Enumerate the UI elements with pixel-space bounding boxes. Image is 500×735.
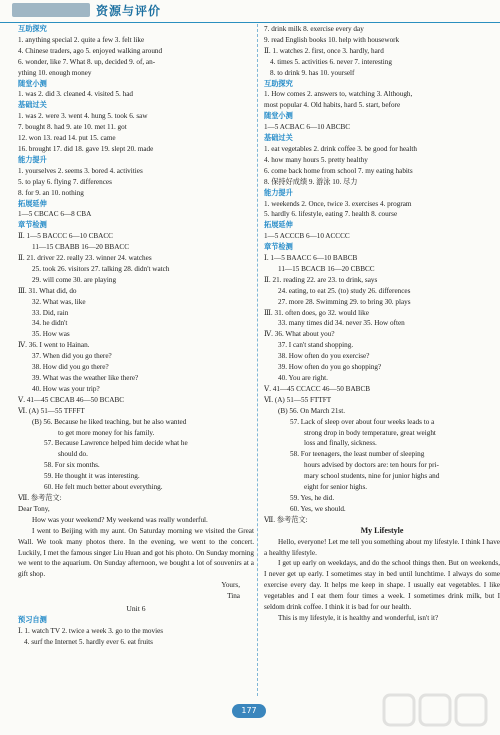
- answer-line: hours advised by doctors are: ten hours for pri-: [304, 461, 439, 470]
- answer-line: Ⅵ. (A) 51—55 TFFFT: [18, 406, 85, 415]
- answer-line: 39. How often do you go shopping?: [278, 363, 382, 372]
- answer-line: 33. many times did 34. never 35. How often: [278, 319, 405, 328]
- answer-line: 1. was 2. were 3. went 4. hung 5. took 6. saw: [18, 112, 148, 121]
- answer-line: 4. Chinese traders, ago 5. enjoyed walking around: [18, 46, 163, 55]
- answer-line: 1—5 ACCCB 6—10 ACCCC: [264, 232, 350, 241]
- answer-line: Ⅱ. 1. watches 2. first, once 3. hardly, hard: [264, 46, 384, 55]
- answer-line: 35. How was: [32, 330, 70, 339]
- answer-line: Ⅳ. 36. What about you?: [264, 330, 335, 339]
- answer-line: 32. What was, like: [32, 297, 86, 306]
- page-number: 177: [232, 704, 266, 718]
- section-heading: 能力提升: [18, 154, 47, 164]
- answer-line: 7. bought 8. had 9. ate 10. met 11. got: [18, 123, 127, 132]
- answer-line: Ⅱ. 21. reading 22. are 23. to drink, says: [264, 275, 378, 284]
- right-column: [264, 24, 500, 624]
- answer-line: 33. Did, rain: [32, 308, 69, 317]
- unit-title: Unit 6: [126, 604, 146, 614]
- answer-line: Ⅱ. 21. driver 22. really 23. winner 24. watches: [18, 254, 152, 263]
- answer-line: most popular 4. Old habits, hard 5. start, before: [264, 101, 401, 110]
- answer-line: 16. brought 17. did 18. gave 19. slept 20. made: [18, 144, 154, 153]
- answer-line: Ⅴ. 41—45 CBCAB 46—50 BCABC: [18, 395, 125, 404]
- answer-line: (B) 56. On March 21st.: [278, 406, 346, 415]
- answer-line: 1—5 CBCAC 6—8 CBA: [18, 210, 92, 219]
- answer-line: 4. surf the Internet 5. hardly ever 6. eat fruits: [24, 637, 153, 646]
- answer-line: 1. eat vegetables 2. drink coffee 3. be good for health: [264, 144, 417, 153]
- section-heading: 互助探究: [18, 24, 47, 33]
- answer-line: 27. more 28. Swimming 29. to bring 30. plays: [278, 297, 411, 306]
- answer-line: 1. weekends 2. Once, twice 3. exercises 4. program: [264, 199, 412, 208]
- answer-line: Ⅶ. 参考范文:: [264, 515, 308, 524]
- answer-line: 6. come back home from school 7. my eating habits: [264, 166, 413, 175]
- paragraph: This is my lifestyle, it is healthy and wonderful, isn't it?: [278, 613, 439, 622]
- answer-line: 1—5 ACBAC 6—10 ABCBC: [264, 123, 351, 132]
- answer-line: should do.: [58, 450, 88, 459]
- answer-line: Ⅰ. 1—5 BAACC 6—10 BABCB: [264, 254, 358, 263]
- section-heading: 随堂小测: [264, 111, 293, 121]
- answer-line: to get more money for his family.: [58, 428, 155, 437]
- answer-line: 1. yourselves 2. seems 3. bored 4. activities: [18, 166, 143, 175]
- answer-line: 4. times 5. activities 6. never 7. interesting: [270, 57, 392, 66]
- answer-line: Dear Tony,: [18, 504, 50, 513]
- answer-line: 1. anything special 2. quite a few 3. felt like: [18, 35, 145, 44]
- answer-line: 60. Yes, we should.: [290, 504, 346, 513]
- paragraph: I get up early on weekdays, and do the school things then. But on weekends, I never get up early. I sometimes stay in bed until lunchtime. I always do some exercise every day. It helps me keep in shape. I usually eat vegetables. I like vegetables and I eat them four times a week. I sometimes drink milk, but I seldom drink coffee. I think it is bad for our health.: [264, 559, 500, 612]
- answer-line: Yours,: [221, 581, 240, 590]
- answer-line: 1. How comes 2. answers to, watching 3. Although,: [264, 90, 413, 99]
- answer-line: 57. Lack of sleep over about four weeks leads to a: [290, 417, 435, 426]
- section-heading: 随堂小测: [18, 78, 47, 88]
- section-heading: 章节检测: [264, 242, 293, 252]
- answer-line: 6. wonder, like 7. What 8. up, decided 9. of, an-: [18, 57, 156, 66]
- answer-line: Ⅴ. 41—45 CCACC 46—50 BABCB: [264, 384, 371, 393]
- answer-line: 59. Yes, he did.: [290, 493, 335, 502]
- section-heading: 基础过关: [18, 100, 47, 110]
- answer-line: 1. was 2. did 3. cleaned 4. visited 5. had: [18, 90, 133, 99]
- answer-line: 59. He thought it was interesting.: [44, 472, 140, 481]
- answer-line: (B) 56. Because he liked teaching, but he also wanted: [32, 417, 187, 426]
- section-heading: 拓展延伸: [18, 198, 47, 208]
- paragraph: Hello, everyone! Let me tell you something about my lifestyle. I think I have a healthy lifestyle.: [264, 537, 500, 557]
- answer-line: 7. drink milk 8. exercise every day: [264, 25, 364, 33]
- answer-line: Ⅲ. 31. What did, do: [18, 286, 77, 295]
- answer-line: Ⅶ. 参考范文:: [18, 493, 62, 502]
- answer-line: 58. For teenagers, the least number of sleeping: [290, 450, 425, 459]
- essay-title: My Lifestyle: [360, 525, 404, 535]
- answer-line: eight for senior highs.: [304, 483, 368, 492]
- section-heading: 拓展延伸: [264, 220, 293, 230]
- answer-line: 9. read English books 10. help with housework: [264, 35, 400, 44]
- answer-line: 8. 保持好成绩 9. 游泳 10. 尽力: [264, 177, 358, 186]
- section-heading: 基础过关: [264, 133, 293, 143]
- answer-line: mary school students, nine for junior highs and: [304, 472, 440, 481]
- answer-line: 8. for 9. an 10. nothing: [18, 188, 84, 197]
- answer-line: Ⅵ. (A) 51—55 FTTFT: [264, 395, 332, 404]
- answer-line: 5. to play 6. flying 7. differences: [18, 177, 112, 186]
- answer-line: 39. What was the weather like there?: [32, 374, 139, 382]
- header-title: 资源与评价: [96, 4, 162, 18]
- section-heading: 章节检测: [18, 220, 47, 230]
- answer-line: 58. For six months.: [44, 461, 100, 470]
- paragraph: How was your weekend? My weekend was really wonderful.: [32, 515, 208, 524]
- page-header: [0, 0, 500, 23]
- answer-line: Ⅰ. 1. watch TV 2. twice a week 3. go to the movies: [18, 626, 164, 635]
- answer-line: 11—15 BCACB 16—20 CBBCC: [278, 264, 375, 273]
- paragraph: I went to Beijing with my aunt. On Saturday morning we visited the Great Wall. We took many photos there. In the evening, we went to the concert. Luckily, I met the famous singer Liu Huan and got his photo. On Sunday morning we went to the aquarium. On Sunday afternoon, we bought a lot of souvenirs at a gift shop.: [18, 526, 254, 579]
- answer-line: 8. to drink 9. has 10. yourself: [270, 68, 355, 77]
- answer-line: 37. I can't stand shopping.: [278, 341, 354, 350]
- series-logo: [12, 3, 90, 17]
- answer-line: 37. When did you go there?: [32, 352, 112, 361]
- answer-line: ything 10. enough money: [18, 68, 92, 77]
- answer-line: 11—15 CBABB 16—20 BBACC: [32, 243, 129, 252]
- section-heading: 互助探究: [264, 78, 293, 88]
- answer-line: 29. will come 30. are playing: [32, 275, 117, 284]
- section-heading: 能力提升: [264, 187, 293, 197]
- answer-line: 25. took 26. visitors 27. talking 28. didn't watch: [32, 264, 170, 273]
- answer-line: Ⅲ. 31. often does, go 32. would like: [264, 308, 369, 317]
- answer-line: strong drop in body temperature, great weight: [304, 428, 436, 437]
- answer-line: Ⅱ. 1—5 BACCC 6—10 CBACC: [18, 232, 113, 241]
- answer-line: 38. How did you go there?: [32, 363, 109, 372]
- answer-line: 24. eating, to eat 25. (to) study 26. differences: [278, 286, 411, 295]
- answer-line: Tina: [227, 592, 240, 601]
- answer-line: 57. Because Lawrence helped him decide what he: [44, 439, 188, 448]
- answer-line: 12. won 13. read 14. put 15. came: [18, 134, 116, 143]
- answer-line: 38. How often do you exercise?: [278, 352, 370, 361]
- column-divider: [257, 24, 258, 696]
- answer-line: 4. how many hours 5. pretty healthy: [264, 155, 368, 164]
- answer-line: 34. he didn't: [32, 319, 68, 328]
- left-column: [18, 24, 254, 648]
- answer-line: loss and finally, sickness.: [304, 439, 377, 448]
- answer-line: 40. You are right.: [278, 374, 328, 382]
- answer-line: 40. How was your trip?: [32, 384, 100, 393]
- answer-line: 5. hardly 6. lifestyle, eating 7. health 8. course: [264, 210, 398, 219]
- section-heading: 预习自测: [18, 614, 47, 624]
- answer-line: 60. He felt much better about everything.: [44, 483, 163, 492]
- answer-line: Ⅳ. 36. I went to Hainan.: [18, 341, 90, 350]
- watermark-logo-icon: [382, 691, 494, 731]
